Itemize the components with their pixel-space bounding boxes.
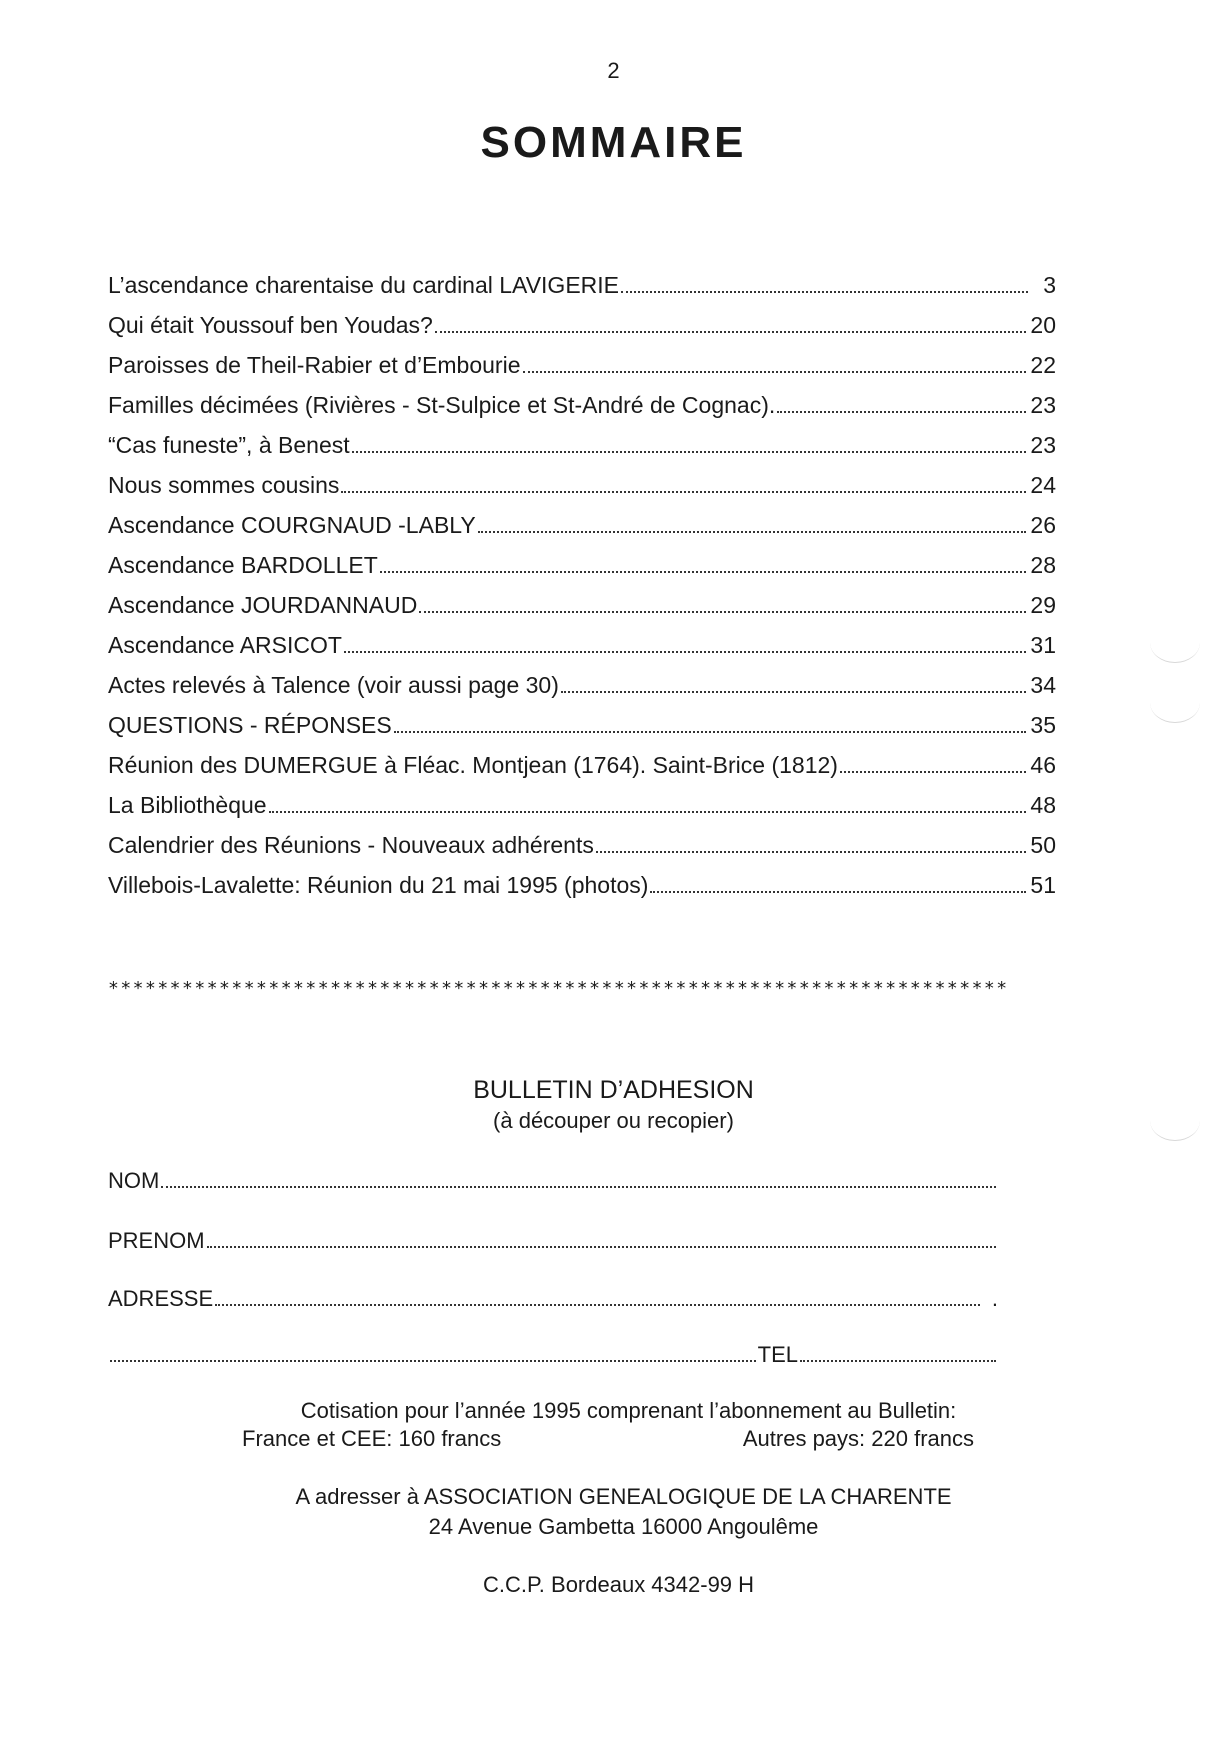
toc-entry <box>108 392 1056 432</box>
prenom-label: PRENOM <box>108 1228 205 1253</box>
price-autres: Autres pays: 220 francs <box>742 1426 974 1451</box>
toc-leader-dots <box>840 771 1026 773</box>
toc-leader-dots <box>777 411 1026 413</box>
toc-entry-label: Actes relevés à Talence (voir aussi page 30) <box>108 672 559 698</box>
adresse-line-2[interactable] <box>110 1360 756 1362</box>
table-of-contents <box>108 272 1056 912</box>
prenom-line[interactable] <box>207 1246 996 1248</box>
toc-entry-label: Nous sommes cousins <box>108 472 340 498</box>
page-number: 2 <box>607 58 620 83</box>
adresse-field[interactable] <box>108 1286 998 1312</box>
bulletin-subtitle: (à découper ou recopier) <box>493 1108 734 1133</box>
nom-label: NOM <box>108 1168 160 1193</box>
adresse-line[interactable] <box>215 1304 980 1306</box>
toc-entry-label: Ascendance COURGNAUD -LABLY <box>108 512 476 538</box>
toc-entry-label: Ascendance JOURDANNAUD <box>108 592 418 618</box>
ccp-number: C.C.P. Bordeaux 4342-99 H <box>482 1572 755 1597</box>
toc-entry-label: Villebois-Lavalette: Réunion du 21 mai 1995 (photos) <box>108 872 649 898</box>
toc-leader-dots <box>621 291 1028 293</box>
toc-entry <box>108 872 1056 912</box>
bulletin-title: BULLETIN D’ADHESION <box>473 1076 754 1104</box>
toc-entry-label: QUESTIONS - RÉPONSES <box>108 712 392 738</box>
toc-leader-dots <box>596 851 1027 853</box>
toc-entry-label: Calendrier des Réunions - Nouveaux adhérents <box>108 832 594 858</box>
toc-entry-page: 29 <box>1030 592 1056 618</box>
toc-entry-page: 20 <box>1030 312 1056 338</box>
cotisation-text: Cotisation pour l’année 1995 comprenant l’abonnement au Bulletin: <box>300 1398 957 1423</box>
toc-entry <box>108 832 1056 872</box>
toc-leader-dots <box>650 891 1026 893</box>
toc-leader-dots <box>352 451 1027 453</box>
toc-entry-label: Réunion des DUMERGUE à Fléac. Montjean (1764). Saint-Brice (1812) <box>108 752 838 778</box>
toc-entry-label: “Cas funeste”, à Benest <box>108 432 350 458</box>
toc-entry-page: 3 <box>1043 272 1056 298</box>
toc-entry-page: 48 <box>1030 792 1056 818</box>
toc-entry <box>108 632 1056 672</box>
toc-entry-page: 46 <box>1030 752 1056 778</box>
toc-leader-dots <box>435 331 1027 333</box>
toc-entry-page: 28 <box>1030 552 1056 578</box>
page-title: SOMMAIRE <box>480 118 747 167</box>
toc-leader-dots <box>478 531 1027 533</box>
toc-entry-page: 23 <box>1030 392 1056 418</box>
toc-leader-dots <box>380 571 1027 573</box>
prenom-field[interactable] <box>108 1228 998 1254</box>
toc-entry-page: 24 <box>1030 472 1056 498</box>
toc-entry <box>108 752 1056 792</box>
toc-entry-page: 34 <box>1030 672 1056 698</box>
punch-hole-mark <box>1150 1100 1200 1141</box>
toc-leader-dots <box>394 731 1027 733</box>
toc-entry-label: Familles décimées (Rivières - St-Sulpice et St-André de Cognac). <box>108 392 776 418</box>
tel-label: TEL <box>757 1342 798 1367</box>
toc-entry <box>108 272 1056 312</box>
toc-entry <box>108 592 1056 632</box>
toc-entry-label: Ascendance BARDOLLET <box>108 552 378 578</box>
punch-hole-mark <box>1150 622 1200 663</box>
toc-entry-label: Paroisses de Theil-Rabier et d’Embourie <box>108 352 521 378</box>
toc-entry-page: 22 <box>1030 352 1056 378</box>
tel-field[interactable] <box>108 1342 998 1368</box>
toc-leader-dots <box>419 611 1026 613</box>
toc-entry-page: 23 <box>1030 432 1056 458</box>
toc-entry-page: 31 <box>1030 632 1056 658</box>
toc-entry-label: L’ascendance charentaise du cardinal LAVIGERIE <box>108 272 619 298</box>
nom-line[interactable] <box>161 1186 996 1188</box>
toc-entry <box>108 432 1056 472</box>
toc-entry-page: 26 <box>1030 512 1056 538</box>
toc-entry <box>108 352 1056 392</box>
toc-entry <box>108 472 1056 512</box>
toc-leader-dots <box>269 811 1027 813</box>
adresse-tail: . <box>991 1286 998 1311</box>
toc-entry <box>108 672 1056 712</box>
toc-entry-page: 51 <box>1030 872 1056 898</box>
tel-line[interactable] <box>800 1360 996 1362</box>
toc-leader-dots <box>523 371 1027 373</box>
address-line-1: A adresser à ASSOCIATION GENEALOGIQUE DE LA CHARENTE <box>295 1484 952 1509</box>
toc-leader-dots <box>341 491 1026 493</box>
toc-leader-dots <box>344 651 1026 653</box>
toc-entry <box>108 512 1056 552</box>
nom-field[interactable] <box>108 1168 998 1194</box>
toc-entry-page: 35 <box>1030 712 1056 738</box>
price-france: France et CEE: 160 francs <box>242 1426 502 1451</box>
toc-entry <box>108 552 1056 592</box>
toc-leader-dots <box>561 691 1027 693</box>
toc-entry-label: Qui était Youssouf ben Youdas? <box>108 312 433 338</box>
toc-entry <box>108 712 1056 752</box>
punch-hole-mark <box>1150 682 1200 723</box>
toc-entry-page: 50 <box>1030 832 1056 858</box>
address-line-2: 24 Avenue Gambetta 16000 Angoulême <box>428 1514 819 1539</box>
toc-entry-label: La Bibliothèque <box>108 792 267 818</box>
toc-entry <box>108 312 1056 352</box>
toc-entry <box>108 792 1056 832</box>
cotisation-prices <box>242 1426 974 1452</box>
separator-stars: ************************************************************************* <box>108 978 1009 999</box>
toc-entry-label: Ascendance ARSICOT <box>108 632 342 658</box>
adresse-label: ADRESSE <box>108 1286 214 1311</box>
